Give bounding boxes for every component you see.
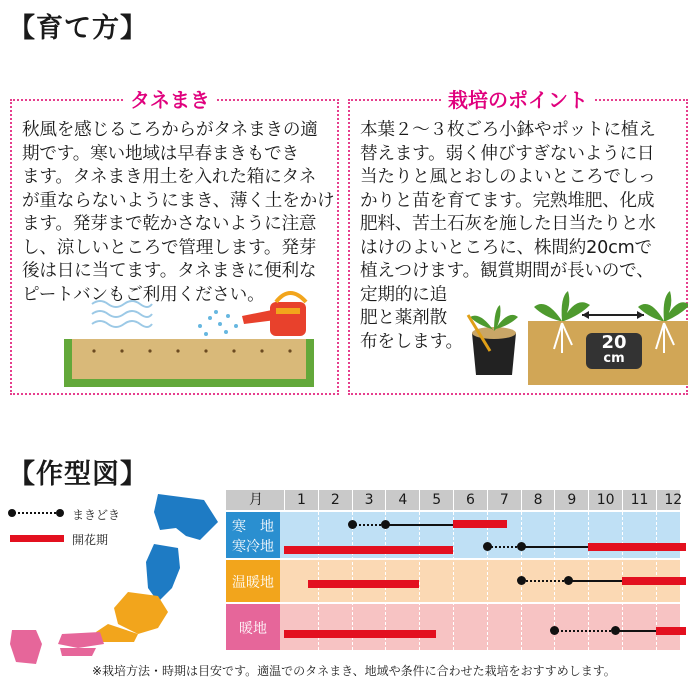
month-cell: 5 [419,490,453,510]
text-line: 当たりと風とおしのよいところでしっ [360,167,656,187]
text-line: かりと苗を育てます。完熟堆肥、化成 [360,190,655,211]
section-title-schedule: 【作型図】 [8,459,148,490]
warm-sowing-growth-line [568,580,622,582]
cold-winter-flowering [284,546,453,554]
cold-spring-sowing [352,524,386,528]
grid-line [487,512,488,650]
japan-map-image [8,492,222,672]
month-cell: 3 [352,490,386,510]
cold-spring-flowering [453,520,507,528]
spacing-unit: cm [603,351,625,366]
warm-sowing-dot [517,576,526,585]
text-line: ピートバンもご利用ください。 [22,284,265,305]
month-cell: 4 [385,490,419,510]
month-cell: 1 [284,490,318,510]
spacing-label [586,333,642,369]
cold-autumn-sowing-dot [483,542,492,551]
legend-flowering-label: 開花期 [72,533,109,547]
warm-flowering-spring [308,580,420,588]
region-hot-label: 暖地 [239,621,267,637]
text-line: 肥料、苦土石灰を施した日当たりと水 [360,214,656,234]
grid-line [453,512,454,650]
text-line: し、涼しいところで管理します。発芽 [22,237,317,258]
text-line: はけのよいところに、株間約20cmで [360,237,652,258]
text-line: 定期的に追 [360,284,447,305]
text-line: 期です。寒い地域は早春まきもでき [22,143,299,164]
text-line: 肥と薬剤散 [360,308,447,328]
text-line: 替えます。弱く伸びすぎないように日 [360,143,655,164]
text-line: 後は日に当てます。タネまきに便利な [22,261,317,281]
region-coldish-label: 寒冷地 [232,539,274,555]
cold-autumn-sowing [487,546,521,550]
month-cell: 6 [453,490,487,510]
cultivation-title [442,87,594,113]
month-cell: 10 [588,490,622,510]
region-cold-label: 寒 地 [232,519,274,535]
sowing-title-text: タネまき [130,88,210,112]
hot-sowing [554,630,615,634]
text-line: 秋風を感じるころからがタネまきの適 [22,120,318,140]
region-warm-label: 温暖地 [232,575,274,591]
cold-spring-sowing-growth-line [385,524,453,526]
hot-sowing-growth-line [615,630,656,632]
hot-flowering-spring [284,630,436,638]
legend-sowing-label: まきどき [72,508,121,522]
sowing-title [124,87,216,113]
month-cell: 2 [318,490,352,510]
month-cell: 7 [487,490,521,510]
watering-can-icon [192,286,322,346]
month-header-label: 月 [249,492,263,508]
seed-tray-image [64,339,314,387]
sowing-panel [10,88,339,395]
footnote: ※栽培方法・時期は目安です。適温でのタネまき、地域や条件に合わせた栽培をおすすめします。 [92,664,616,678]
month-cell: 11 [622,490,656,510]
calendar-chart [226,490,683,656]
cold-autumn-sowing-growth-line [521,546,589,548]
text-line: ます。発芽まで乾かさないように注意 [22,214,317,234]
text-line: 植えつけます。観賞期間が長いので、 [360,261,654,281]
hot-flowering-winter [656,627,686,635]
month-cell: 8 [521,490,555,510]
cold-spring-sowing-dot [348,520,357,529]
month-cell: 12 [656,490,690,510]
text-line: 本葉２～３枚ごろ小鉢やポットに植え [360,120,656,140]
month-cell: 9 [554,490,588,510]
cold-autumn-flowering [588,543,686,551]
warm-sowing [521,580,568,584]
cultivation-panel [348,88,688,395]
wind-icon [90,296,154,336]
warm-flowering-autumn [622,577,686,585]
text-line: ます。タネまき用土を入れた箱にタネ [22,167,317,187]
cultivation-title-text: 栽培のポイント [448,88,588,112]
transplant-illustration [464,291,688,385]
section-title-care: 【育て方】 [8,13,148,44]
text-line: 布をします。 [360,331,463,352]
spacing-value: 20 [601,332,627,353]
text-line: が重ならないようにまき、薄く土をかけ [22,190,335,211]
